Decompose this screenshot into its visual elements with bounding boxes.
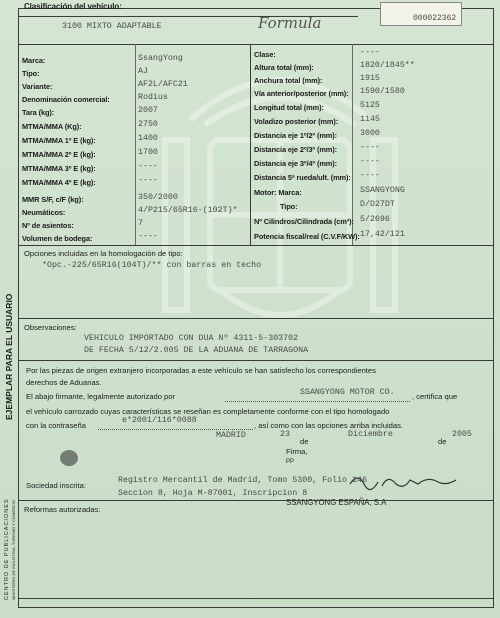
field-value-eje-2-3: ---- (360, 143, 380, 152)
field-label-eje-1-2: Distancia eje 1º/2º (mm): (254, 131, 337, 140)
field-label-longitud: Longitud total (mm): (254, 103, 324, 112)
field-value-tara: 2007 (138, 106, 158, 115)
field-label-voladizo: Voladizo posterior (mm): (254, 117, 339, 126)
ink-stain (60, 450, 78, 466)
classification-title: Clasificación del vehículo: (24, 2, 122, 11)
declaration-signer-prefix: El abajo firmante, legalmente autorizado por (26, 392, 176, 401)
field-value-clase: ---- (360, 48, 380, 57)
field-label-mtma-1e: MTMA/MMA 1º E (kg): (22, 136, 96, 145)
field-label-clase: Clase: (254, 50, 276, 59)
field-value-mtma: 2750 (138, 120, 158, 129)
field-value-longitud: 5125 (360, 101, 380, 110)
declaration-year: 2005 (452, 430, 472, 439)
society-line-2: Seccion 8, Hoja M-87001, Inscripcion 8 (118, 489, 308, 498)
field-label-denominacion: Denominación comercial: (22, 95, 110, 104)
signer-company: SSANGYONG ESPAÑA, S.A (286, 498, 387, 507)
contrasena-value: e*2001/116*0088 (122, 416, 197, 425)
field-label-tara: Tara (kg): (22, 108, 55, 117)
society-label: Sociedad inscrita: (26, 481, 86, 490)
declaration-certify: , certifica que (412, 392, 458, 401)
handwritten-note: Formula (258, 14, 322, 32)
field-label-asientos: Nº de asientos: (22, 221, 74, 230)
options-label: Opciones incluidas en la homologación de tipo: (24, 249, 183, 258)
signature-pp: PP (286, 459, 295, 465)
field-label-variante: Variante: (22, 82, 53, 91)
declaration-de-1: de (300, 437, 309, 446)
field-value-motor-tipo: D/D27DT (360, 200, 395, 209)
field-label-potencia: Potencia fiscal/real (C.V.F/KW): (254, 232, 360, 241)
declaration-city: MADRID (216, 431, 246, 440)
declaration-line-4: el vehículo carrozado cuyas características se reseñan es completamente conforme con el tipo homologado (26, 407, 390, 416)
reforms-label: Reformas autorizadas: (24, 505, 101, 514)
field-label-marca: Marca: (22, 56, 46, 65)
declaration-day: 23 (280, 430, 290, 439)
field-label-neumaticos: Neumáticos: (22, 208, 66, 217)
declaration-line-2: derechos de Aduanas. (26, 378, 102, 387)
field-label-bodega: Volumen de bodega: (22, 234, 93, 243)
field-label-tipo: Tipo: (22, 69, 40, 78)
field-label-mmr: MMR S/F, c/F (kg): (22, 195, 84, 204)
field-label-mtma-3e: MTMA/MMA 3º E (kg): (22, 164, 96, 173)
field-label-mtma-2e: MTMA/MMA 2º E (kg): (22, 150, 96, 159)
field-label-quinta-rueda: Distancia 5ª rueda/ult. (mm): (254, 173, 351, 182)
field-value-altura: 1820/1845** (360, 61, 415, 70)
observations-label: Observaciones: (24, 323, 77, 332)
field-value-eje-3-4: ---- (360, 157, 380, 166)
declaration-month: Diciembre (348, 430, 393, 439)
field-value-mtma-3e: ---- (138, 162, 158, 171)
classification-value: 3100 MIXTO ADAPTABLE (62, 22, 162, 31)
field-value-variante: AF2L/AFC21 (138, 80, 188, 89)
declaration-company: SSANGYONG MOTOR CO. (300, 388, 395, 397)
field-value-neumaticos: 4/P215/65R16-(102T)* (138, 206, 238, 215)
options-note: , así como con las opciones arriba incluidas. (254, 421, 403, 430)
field-label-cilindros: Nº Cilindros/Cilindrada (cm³): (254, 217, 354, 226)
contrasena-label: con la contraseña (26, 421, 86, 430)
declaration-de-2: de (438, 437, 447, 446)
field-label-motor-marca: Motor: Marca: (254, 188, 302, 197)
serial-number: 000022362 (413, 14, 457, 23)
field-value-cilindros: 5/2696 (360, 215, 390, 224)
field-label-via: Vía anterior/posterior (mm): (254, 89, 349, 98)
observations-line-1: VEHICULO IMPORTADO CON DUA Nº 4311-5-303702 (84, 334, 299, 343)
society-line-1: Registro Mercantil de Madrid, Tomo 5300, Folio 146 (118, 476, 367, 485)
side-ministry-label: MINISTERIO DE INDUSTRIA, TURISMO Y COMERCIO (11, 499, 16, 600)
field-label-motor-tipo: Tipo: (280, 202, 298, 211)
field-value-tipo: AJ (138, 67, 148, 76)
field-value-via: 1590/1580 (360, 87, 405, 96)
field-value-marca: SsangYong (138, 54, 183, 63)
field-value-mtma-4e: ---- (138, 176, 158, 185)
field-value-asientos: 7 (138, 219, 143, 228)
field-label-eje-2-3: Distancia eje 2º/3º (mm): (254, 145, 337, 154)
observations-line-2: DE FECHA 5/12/2.005 DE LA ADUANA DE TARRAGONA (84, 346, 309, 355)
field-label-mtma: MTMA/MMA (Kg): (22, 122, 82, 131)
field-value-potencia: 17,42/121 (360, 230, 405, 239)
field-label-altura: Altura total (mm): (254, 63, 314, 72)
declaration-line-1: Por las piezas de origen extranjero incorporadas a este vehículo se han satisfecho los correspondientes (26, 366, 376, 375)
side-printer-label: CENTRO DE PUBLICACIONES (4, 498, 10, 600)
field-value-bodega: ---- (138, 232, 158, 241)
field-value-eje-1-2: 3000 (360, 129, 380, 138)
field-value-denominacion: Rodius (138, 93, 168, 102)
field-value-voladizo: 1145 (360, 115, 380, 124)
field-label-anchura: Anchura total (mm): (254, 76, 323, 85)
field-value-mtma-2e: 1700 (138, 148, 158, 157)
field-value-mtma-1e: 1400 (138, 134, 158, 143)
field-value-motor-marca: SSANGYONG (360, 186, 405, 195)
field-value-anchura: 1915 (360, 74, 380, 83)
side-copy-label: EJEMPLAR PARA EL USUARIO (4, 293, 14, 420)
signature-label: Firma, (286, 447, 308, 456)
field-label-eje-3-4: Distancia eje 3º/4º (mm): (254, 159, 337, 168)
field-label-mtma-4e: MTMA/MMA 4º E (kg): (22, 178, 96, 187)
options-value: *Opc.-225/65R16(104T)/** con barras en techo (42, 261, 262, 270)
field-value-quinta-rueda: ---- (360, 171, 380, 180)
field-value-mmr: 350/2000 (138, 193, 178, 202)
